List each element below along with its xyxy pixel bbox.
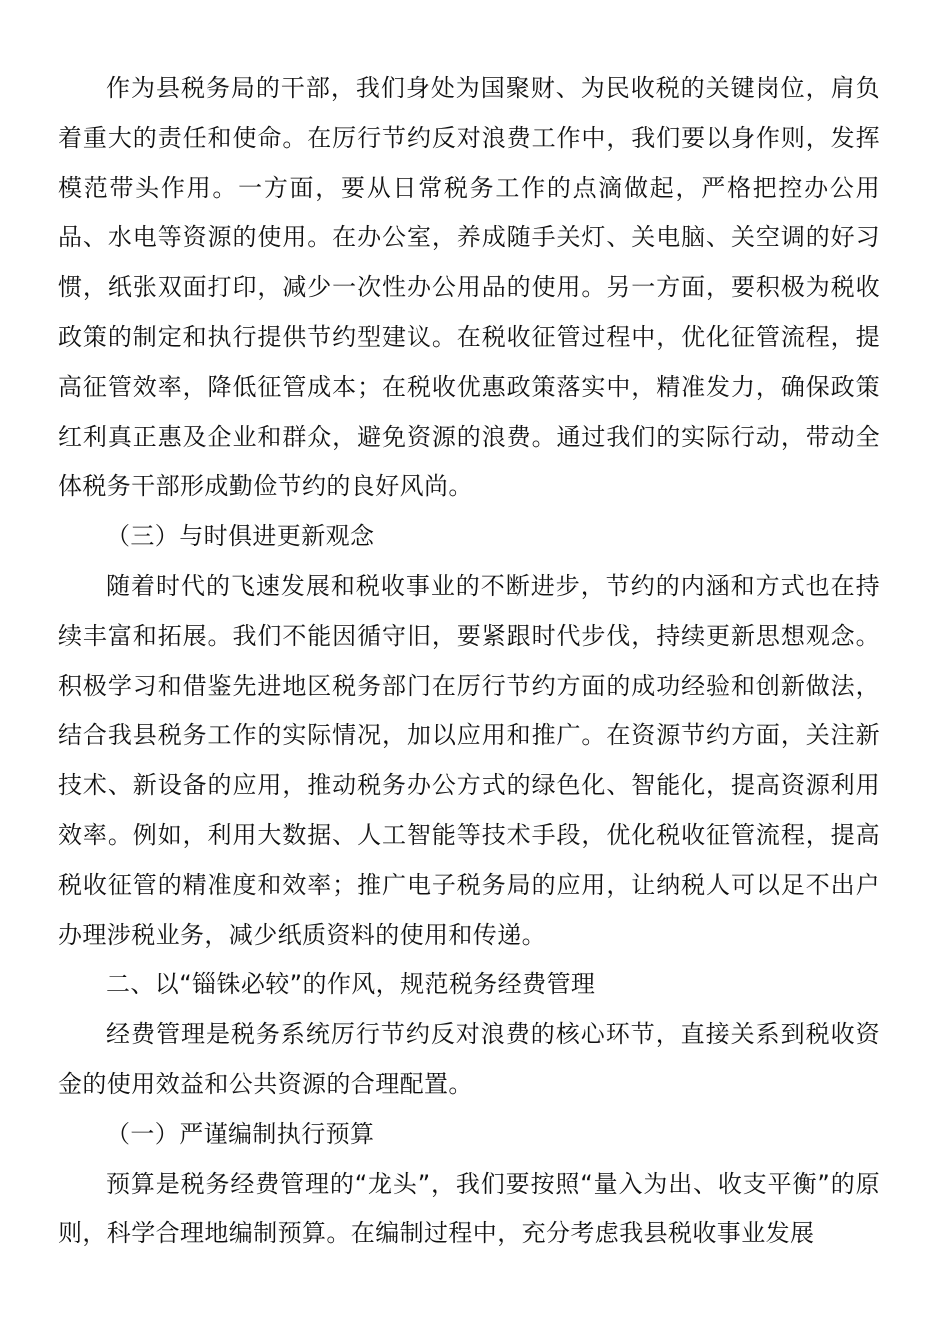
paragraph-budget: 预算是税务经费管理的“龙头”，我们要按照“量入为出、收支平衡”的原则，科学合理地编制预算。在编制过程中，充分考虑我县税收事业发展 xyxy=(58,1169,880,1248)
paragraph-cadre-role: 作为县税务局的干部，我们身处为国聚财、为民收税的关键岗位，肩负着重大的责任和使命。在厉行节约反对浪费工作中，我们要以身作则，发挥模范带头作用。一方面，要从日常税务工作的点滴做起，严格把控办公用品、水电等资源的使用。在办公室，养成随手关灯、关电脑、关空调的好习惯，纸张双面打印，减少一次性办公用品的使用。另一方面，要积极为税收政策的制定和执行提供节约型建议。在税收征管过程中，优化征管流程，提高征管效率，降低征管成本；在税收优惠政策落实中，精准发力，确保政策红利真正惠及企业和群众，避免资源的浪费。通过我们的实际行动，带动全体税务干部形成勤俭节约的良好风尚。 xyxy=(58,74,880,501)
section-heading-funds-management: 二、以“锱铢必较”的作风，规范税务经费管理 xyxy=(106,970,596,999)
document-page xyxy=(58,64,880,1259)
heading-budget: （一）严谨编制执行预算 xyxy=(106,1119,375,1148)
paragraph-funds-core: 经费管理是税务系统厉行节约反对浪费的核心环节，直接关系到税收资金的使用效益和公共资源的合理配置。 xyxy=(58,1020,880,1098)
paragraph-keep-pace: 随着时代的飞速发展和税收事业的不断进步，节约的内涵和方式也在持续丰富和拓展。我们不能因循守旧，要紧跟时代步伐，持续更新思想观念。积极学习和借鉴先进地区税务部门在厉行节约方面的成功经验和创新做法，结合我县税务工作的实际情况，加以应用和推广。在资源节约方面，关注新技术、新设备的应用，推动税务办公方式的绿色化、智能化，提高资源利用效率。例如，利用大数据、人工智能等技术手段，优化税收征管流程，提高税收征管的精准度和效率；推广电子税务局的应用，让纳税人可以足不出户办理涉税业务，减少纸质资料的使用和传递。 xyxy=(58,571,880,949)
heading-update-concepts: （三）与时俱进更新观念 xyxy=(106,522,375,551)
